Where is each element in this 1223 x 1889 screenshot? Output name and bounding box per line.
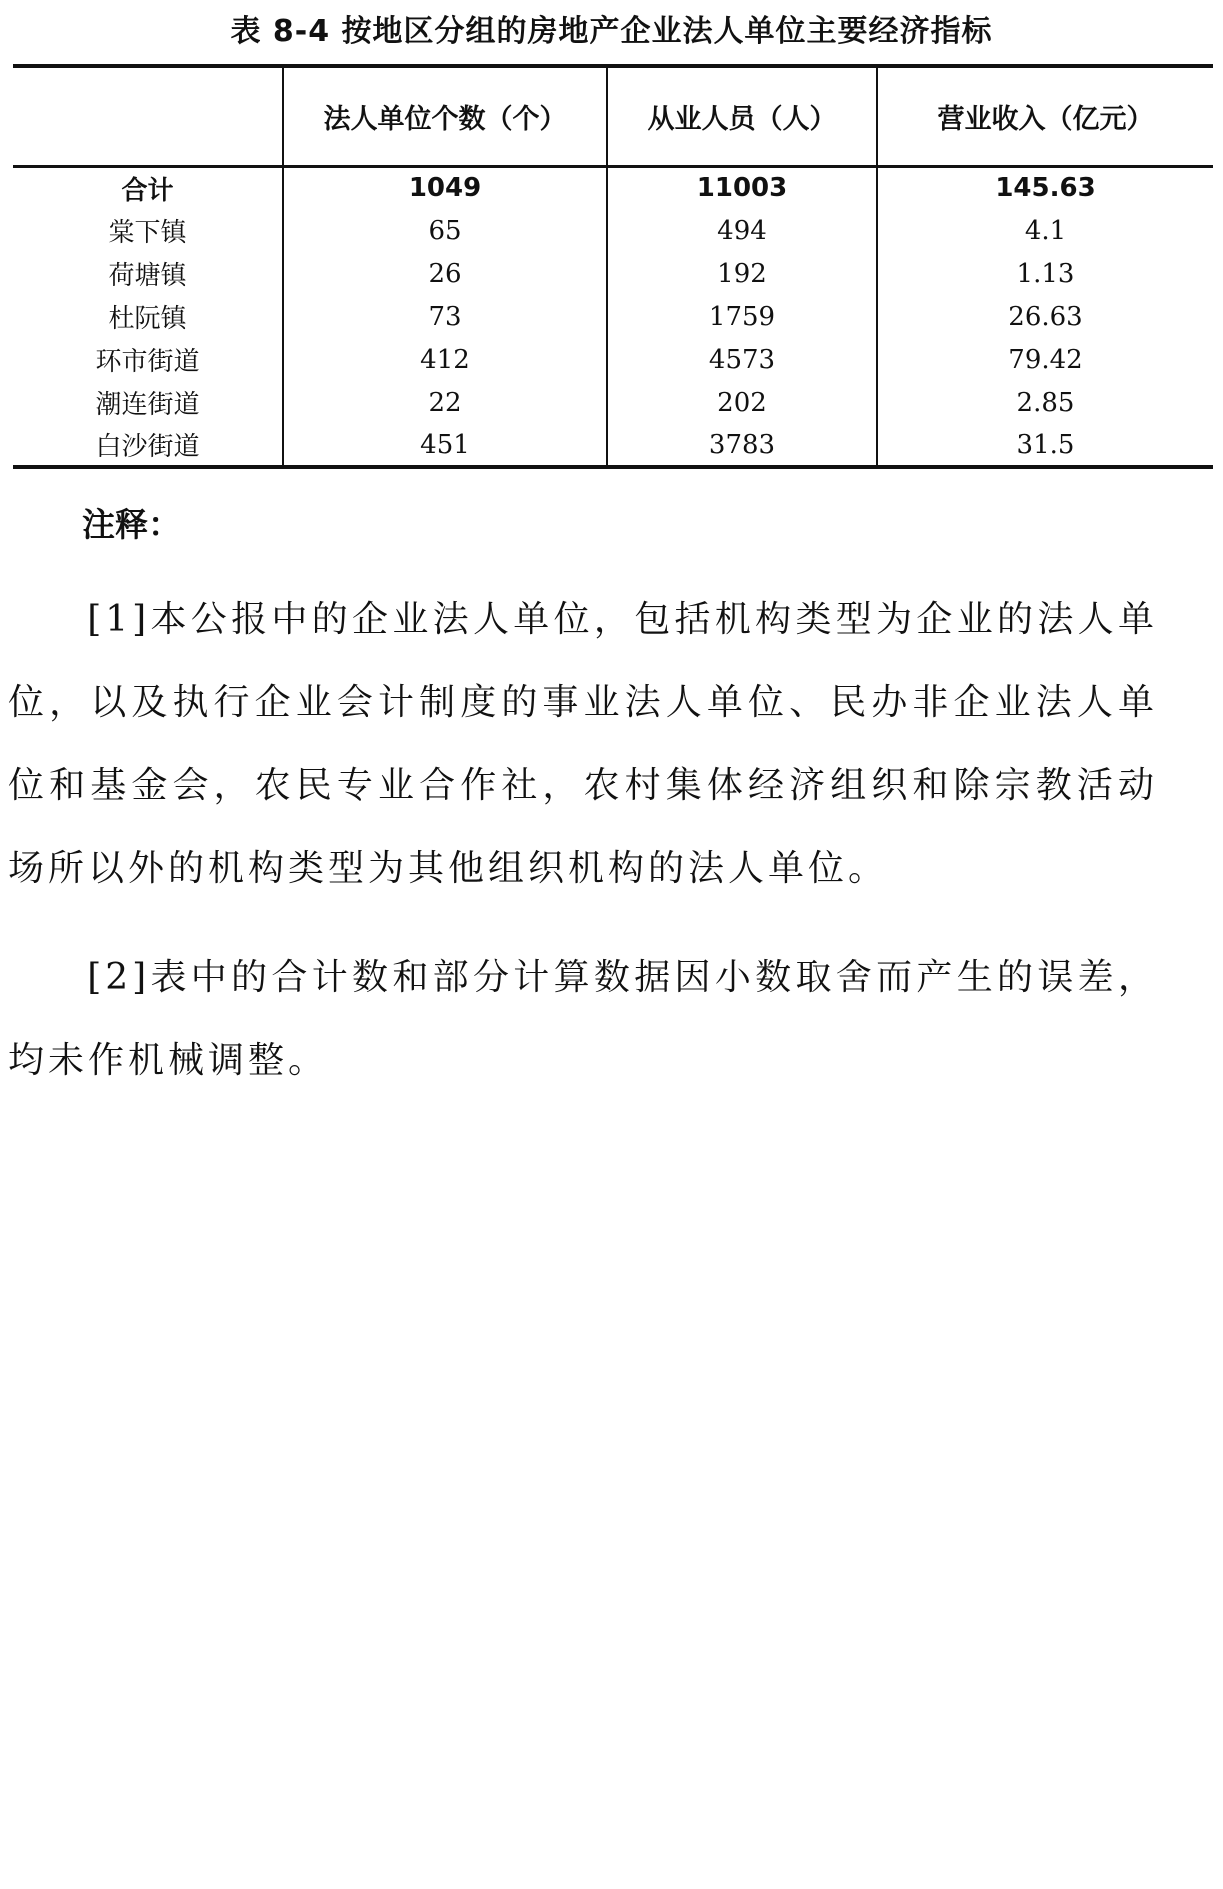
cell-revenue: 4.1 [877,209,1213,252]
cell-revenue: 1.13 [877,252,1213,295]
table-row [13,252,1213,295]
cell-region: 环市街道 [95,347,200,377]
cell-region: 合计 [121,175,174,206]
page-title: 表 8-4 按地区分组的房地产企业法人单位主要经济指标 [230,14,993,49]
column-header-revenue: 营业收入（亿元） [877,66,1213,166]
note-paragraph-2: [2]表中的合计数和部分计算数据因小数取舍而产生的误差，均未作机械调整。 [8,957,1158,1081]
table-row [13,209,1213,252]
cell-units: 26 [283,252,607,295]
cell-units: 73 [283,295,607,338]
cell-revenue: 31.5 [877,424,1213,467]
table-row [13,381,1213,424]
cell-region: 杜阮镇 [108,304,187,334]
column-header-units: 法人单位个数（个） [283,66,607,166]
cell-region: 白沙街道 [13,424,283,467]
table-row [13,295,1213,338]
notes-section [8,578,1158,1128]
cell-revenue: 145.63 [877,166,1213,209]
cell-units: 451 [283,424,607,467]
table-row [13,424,1213,467]
cell-units: 412 [283,338,607,381]
column-header-region [13,66,283,166]
cell-employees: 202 [607,381,877,424]
cell-employees: 11003 [607,166,877,209]
cell-employees: 192 [607,252,877,295]
cell-units: 65 [283,209,607,252]
table-row [13,338,1213,381]
cell-revenue: 79.42 [877,338,1213,381]
cell-revenue: 26.63 [877,295,1213,338]
table-header-row [13,66,1213,166]
cell-units: 22 [283,381,607,424]
cell-employees: 3783 [607,424,877,467]
column-header-employees: 从业人员（人） [607,66,877,166]
cell-employees: 1759 [607,295,877,338]
notes-heading: 注释： [82,505,181,544]
note-paragraph-1: [1]本公报中的企业法人单位，包括机构类型为企业的法人单位，以及执行企业会计制度的事业法人单位、民办非企业法人单位和基金会，农民专业合作社，农村集体经济组织和除宗教活动场所以外的机构类型为其他组织机构的法人单位。 [8,599,1158,889]
cell-region: 棠下镇 [108,218,187,248]
data-table [13,64,1213,469]
cell-region: 潮连街道 [95,390,200,420]
cell-employees: 494 [607,209,877,252]
cell-employees: 4573 [607,338,877,381]
cell-units: 1049 [283,166,607,209]
table-row-total [13,166,1213,209]
cell-region: 荷塘镇 [108,261,187,291]
cell-revenue: 2.85 [877,381,1213,424]
